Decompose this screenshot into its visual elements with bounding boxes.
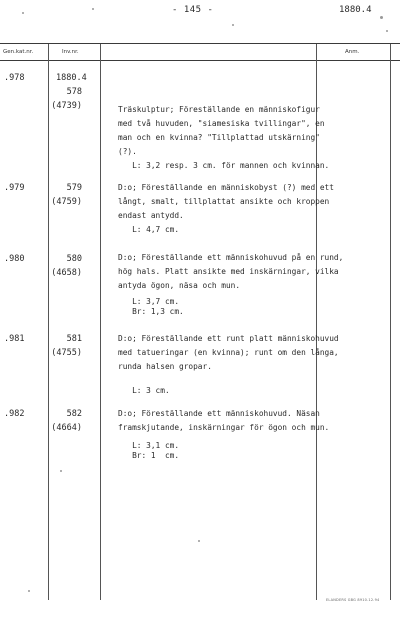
- inv-nr: 582: [66, 409, 82, 419]
- scan-speck: [28, 590, 30, 592]
- description-line: L: 4,7 cm.: [118, 225, 180, 234]
- column-divider-4: [390, 44, 391, 600]
- description-line: L: 3,2 resp. 3 cm. för mannen och kvinnan.: [118, 161, 330, 170]
- inv-year: 1880.4: [56, 73, 87, 83]
- description-line: D:o; Föreställande en människobyst (?) med ett: [118, 183, 334, 192]
- description-line: med tatueringar (en kvinna); runt om den långa,: [118, 348, 339, 357]
- description-line: L: 3,7 cm.: [118, 297, 180, 306]
- printer-footer: ELANDERS GBG 8910.12.94: [326, 598, 380, 602]
- col-inv-nr: Inv.nr.: [62, 49, 79, 55]
- entry-description: [118, 181, 350, 237]
- gen-kat-nr: .981: [4, 334, 25, 344]
- description-line: man och en kvinna? "Tillplattad utskärning": [118, 133, 320, 142]
- description-line: D:o; Föreställande ett människohuvud. Näsan: [118, 409, 320, 418]
- description-line: D:o; Föreställande ett människohuvud på en rund,: [118, 253, 344, 262]
- entry-description: [118, 251, 350, 317]
- gen-kat-nr: .979: [4, 183, 25, 193]
- inv-nr: 579: [66, 183, 82, 193]
- description-line: med två huvuden, "siamesiska tvillingar", en: [118, 119, 325, 128]
- col-gen-kat-nr: Gen.kat.nr.: [3, 49, 34, 55]
- description-line: (?).: [118, 147, 137, 156]
- description-line: hög hals. Platt ansikte med inskärningar, vilka: [118, 267, 339, 276]
- inv-nr: 578: [66, 87, 82, 97]
- scan-speck: [22, 12, 24, 14]
- description-line: [118, 374, 350, 384]
- description-line: Br: 1 cm.: [118, 451, 180, 460]
- scan-speck: [198, 540, 200, 542]
- inv-nr: 580: [66, 254, 82, 264]
- column-divider-2: [100, 44, 101, 600]
- scan-speck: [386, 30, 388, 32]
- description-line: endast antydd.: [118, 211, 184, 220]
- description-line: Träskulptur; Föreställande en människofigur: [118, 105, 320, 114]
- scan-speck: [380, 16, 383, 19]
- inv-nr: 581: [66, 334, 82, 344]
- header-rule: [0, 60, 400, 61]
- scan-speck: [60, 470, 62, 472]
- inv-old-nr: (4755): [51, 348, 82, 358]
- description-line: antyda ögon, näsa och mun.: [118, 281, 241, 290]
- page-number: - 145 -: [172, 5, 214, 15]
- inv-old-nr: (4664): [51, 423, 82, 433]
- inv-old-nr: (4658): [51, 268, 82, 278]
- column-divider-1: [48, 44, 49, 600]
- scan-speck: [92, 8, 94, 10]
- col-anm: Anm.: [345, 49, 360, 55]
- entry-description: [118, 332, 350, 398]
- gen-kat-nr: .980: [4, 254, 25, 264]
- gen-kat-nr: .978: [4, 73, 25, 83]
- inv-old-nr: (4759): [51, 197, 82, 207]
- description-line: runda halsen gropar.: [118, 362, 212, 371]
- description-line: L: 3 cm.: [118, 386, 170, 395]
- entry-description: [118, 103, 350, 173]
- inv-old-nr: (4739): [51, 101, 82, 111]
- entry-description: [118, 407, 350, 461]
- header-year: 1880.4: [339, 5, 372, 15]
- description-line: Br: 1,3 cm.: [118, 307, 184, 316]
- top-rule: [0, 43, 400, 44]
- description-line: D:o; Föreställande ett runt platt människohuvud: [118, 334, 339, 343]
- description-line: L: 3,1 cm.: [118, 441, 180, 450]
- description-line: framskjutande, inskärningar för ögon och mun.: [118, 423, 330, 432]
- description-line: långt, smalt, tillplattat ansikte och kroppen: [118, 197, 330, 206]
- scan-speck: [232, 24, 234, 26]
- gen-kat-nr: .982: [4, 409, 25, 419]
